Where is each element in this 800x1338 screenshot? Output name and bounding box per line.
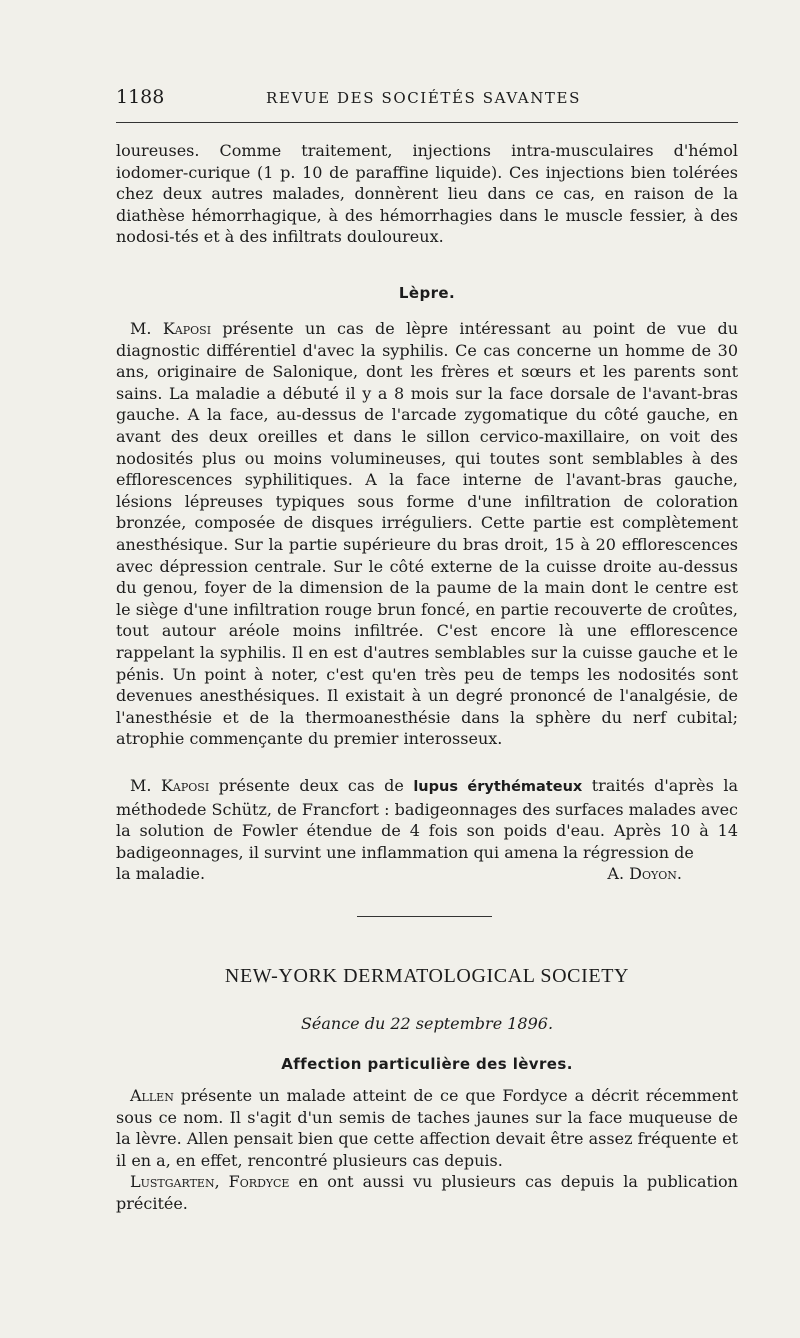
page-number: 1188 bbox=[116, 86, 165, 108]
lupus-paragraph bbox=[116, 775, 738, 863]
author-name: Kaposi bbox=[162, 319, 212, 338]
running-header bbox=[116, 86, 738, 108]
author-prefix: M. bbox=[130, 776, 161, 795]
allen-text: présente un malade atteint de ce que Fordyce a décrit récemment sous ce nom. Il s'agit d'un semis de taches jaunes sur la face muqueuse de la lèvre. Allen pensait bien que cette affection devait être assez fréquente et il en a, en effet, rencontré plusieurs cas depuis. bbox=[116, 1086, 738, 1170]
lupus-block bbox=[116, 775, 738, 885]
author-name: Kaposi bbox=[160, 776, 210, 795]
author-names: Lustgarten, Fordyce bbox=[130, 1172, 290, 1192]
allen-block bbox=[116, 1085, 738, 1215]
author-name: Allen bbox=[130, 1086, 174, 1105]
section-divider bbox=[357, 916, 492, 917]
lupus-text-before: présente deux cas de bbox=[209, 776, 414, 795]
lupus-text-after: traités d'après la méthodede Schütz, de Francfort : badigeonnages des surfaces malades avec la solution de Fowler étendue de 4 fois son poids d'eau. Après 10 à 14 badigeonnages, il survint une inflammation qui amena la régression de bbox=[116, 776, 739, 862]
lupus-bold-term: lupus érythémateux bbox=[413, 779, 583, 795]
section-heading-affection: Affection particulière des lèvres. bbox=[281, 1055, 573, 1073]
journal-title: REVUE DES SOCIÉTÉS SAVANTES bbox=[266, 89, 581, 107]
author-prefix: M. bbox=[130, 319, 163, 338]
intro-block bbox=[116, 140, 738, 248]
session-date: Séance du 22 septembre 1896. bbox=[300, 1014, 554, 1033]
society-title: NEW-YORK DERMATOLOGICAL SOCIETY bbox=[224, 965, 630, 987]
section-heading-lepre: Lèpre. bbox=[398, 284, 456, 302]
allen-paragraph bbox=[116, 1085, 738, 1171]
lustgarten-text: en ont aussi vu plusieurs cas depuis la publication précitée. bbox=[116, 1172, 738, 1213]
intro-paragraph: loureuses. Comme traitement, injections intra-musculaires d'hémol iodomer-curique (1 p. 10 de paraffine liquide). Ces injections bien tolérées chez deux autres malades, donnèrent lieu dans ce cas, en raison de la diathèse hémorrhagique, à des hémorrhagies dans le muscle fessier, à des nodosi-tés et à des infiltrats douloureux. bbox=[116, 141, 738, 247]
lepre-paragraph bbox=[116, 318, 738, 750]
lepre-block bbox=[116, 318, 738, 750]
lepre-text: présente un cas de lèpre intéressant au point de vue du diagnostic différentiel d'avec la syphilis. Ce cas concerne un homme de 30 ans, originaire de Salonique, dont les frères et sœurs et les parents sont sains. La maladie a débuté il y a 8 mois sur la face dorsale de l'avant-bras gauche. A la face, au-dessus de l'arcade zygomatique du côté gauche, en avant des deux oreilles et dans le sillon cervico-maxillaire, on voit des nodosités plus ou moins volumineuses, qui toutes sont semblables à des efflorescences syphilitiques. A la face interne de l'avant-bras gauche, lésions lépreuses typiques sous forme d'une infiltration de coloration bronzée, composée de disques irréguliers. Cette partie est complètement anesthésique. Sur la partie supérieure du bras droit, 15 à 20 efflorescences avec dépression centrale. Sur le côté externe de la cuisse droite au-dessus du genou, foyer de la dimension de la paume de la main dont le centre est le siège d'une infiltration rouge brun foncé, en partie recouverte de croûtes, tout autour aréole moins infiltrée. C'est encore là une efflorescence rappelant la syphilis. Il en est d'autres semblables sur la cuisse gauche et le pénis. Un point à noter, c'est qu'en très peu de temps les nodosités sont devenues anesthésiques. Il existait à un degré prononcé de l'analgésie, de l'anesthésie et de la thermoanesthésie dans la sphère du nerf cubital; atrophie commençante du premier interosseux. bbox=[116, 319, 739, 749]
lupus-last-line bbox=[116, 863, 738, 885]
header-rule bbox=[116, 122, 738, 123]
lustgarten-paragraph bbox=[116, 1171, 738, 1214]
signature: A. Doyon. bbox=[607, 864, 682, 884]
lupus-last-line-text: la maladie. bbox=[116, 864, 206, 884]
